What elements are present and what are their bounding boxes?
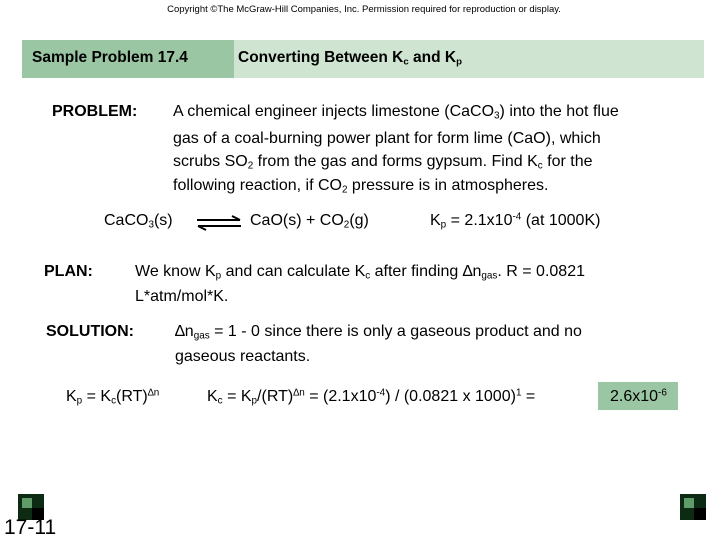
reactant: CaCO$_3$(s): [104, 212, 173, 231]
kp-value: $K_p = 2.1x10^{-4}$ (at 1000K): [430, 211, 601, 231]
plan-line-1: We know $K_p$ and can calculate $K_c$ after finding $\Delta n_{gas}$. R = 0.0821: [135, 263, 585, 282]
slide-number: 17-11: [4, 516, 57, 539]
solution-line-1: $\Delta n_{gas} = 1 - 0$ since there is only a gaseous product and no: [175, 323, 582, 342]
equilibrium-arrows-icon: [194, 215, 244, 231]
slide-title: Converting Between $K_c$ and $K_p$: [238, 49, 462, 68]
answer-value: $2.6x10^{-6}$: [610, 387, 667, 405]
sample-problem-label: Sample Problem 17.4: [32, 49, 188, 66]
decor-square-right: [680, 494, 706, 520]
plan-label: PLAN:: [44, 263, 93, 280]
plan-line-2: L*atm/mol*K.: [135, 288, 229, 305]
copyright-notice: Copyright ©The McGraw-Hill Companies, Inc. Permission required for reproduction or display.: [167, 4, 561, 15]
solution-line-2: gaseous reactants.: [175, 348, 311, 365]
solution-label: SOLUTION:: [46, 323, 134, 340]
problem-label: PROBLEM:: [52, 103, 138, 120]
problem-line-4: following reaction, if $CO_2$ pressure is in atmospheres.: [173, 177, 549, 196]
kc-calculation: $K_c = K_p/(RT)^{\Delta n} = (2.1x10^{-4}) / (0.0821$ x 1000)$^1$ =: [207, 387, 536, 407]
problem-line-3: scrubs $SO_2$ from the gas and forms gypsum. Find $K_c$ for the: [173, 153, 593, 172]
problem-line-2: gas of a coal-burning power plant for form lime (CaO), which: [173, 130, 601, 147]
kp-kc-relation: $K_p = K_c(RT)^{\Delta n}$: [66, 387, 160, 407]
problem-line-1: A chemical engineer injects limestone (CaCO$_3$) into the hot flue: [173, 103, 619, 122]
products: $CaO(s) + CO_2(g)$: [250, 212, 369, 231]
